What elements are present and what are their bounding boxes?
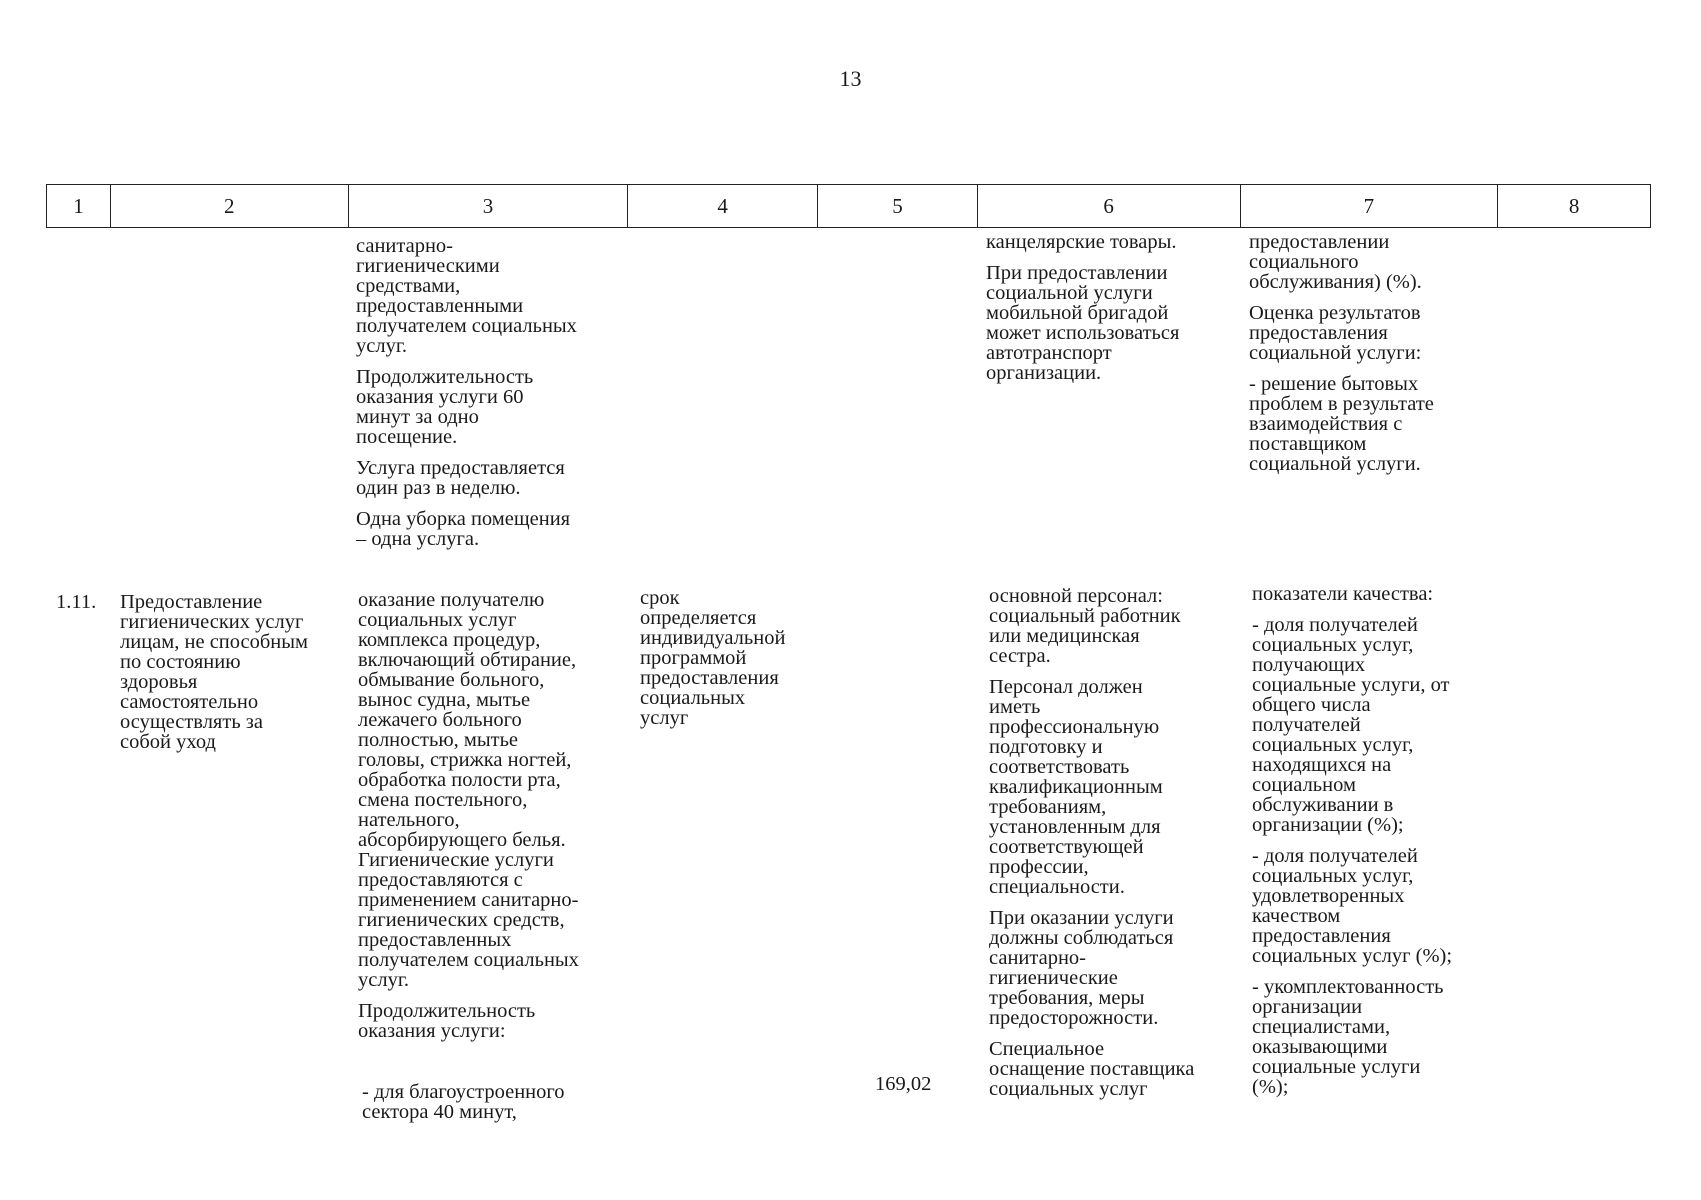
continuation-col7 xyxy=(1249,232,1499,474)
paragraph: предоставлении социального обслуживания) (%). xyxy=(1249,231,1422,293)
paragraph: показатели качества: xyxy=(1252,583,1434,605)
header-cell-4: 4 xyxy=(628,185,818,227)
paragraph: - доля получателей социальных услуг, получающих социальные услуги, от общего числа получателей социальных услуг, находящихся на социальном обслуживании в организации (%); xyxy=(1252,614,1450,836)
paragraph: канцелярские товары. xyxy=(986,231,1177,253)
paragraph: Продолжительность оказания услуги 60 минут за одно посещение. xyxy=(356,366,534,448)
paragraph: основной персонал: социальный работник или медицинская сестра. xyxy=(989,585,1181,667)
paragraph: - укомплектованность организации специалистами, оказывающими социальные услуги (%); xyxy=(1252,976,1444,1098)
paragraph: Персонал должен иметь профессиональную подготовку и соответствовать квалификационным требованиям, установленным для соответствующей профессии, специальности. xyxy=(989,676,1163,898)
paragraph: Оценка результатов предоставления социальной услуги: xyxy=(1249,302,1422,364)
personnel-conditions xyxy=(989,586,1243,1099)
page-number: 13 xyxy=(839,66,862,91)
paragraph: - решение бытовых проблем в результате взаимодействия с поставщиком социальной услуги. xyxy=(1249,373,1434,475)
header-cell-5: 5 xyxy=(818,185,978,227)
paragraph: - доля получателей социальных услуг, удовлетворенных качеством предоставления социальных услуг (%); xyxy=(1252,845,1453,967)
paragraph: Специальное оснащение поставщика социальных услуг xyxy=(989,1038,1195,1100)
paragraph: санитарно- гигиеническими средствами, предоставленными получателем социальных услуг. xyxy=(356,235,577,357)
paragraph: При оказании услуги должны соблюдаться санитарно- гигиенические требования, меры предосторожности. xyxy=(989,907,1174,1029)
service-term: срок определяется индивидуальной программой предоставления социальных услуг xyxy=(640,587,786,729)
paragraph: При предоставлении социальной услуги мобильной бригадой может использоваться автотранспорт организации. xyxy=(986,262,1180,384)
continuation-col6 xyxy=(986,232,1236,383)
header-cell-8: 8 xyxy=(1568,193,1580,218)
quality-indicators xyxy=(1252,584,1512,1097)
paragraph: Услуга предоставляется один раз в неделю. xyxy=(356,457,565,499)
paragraph: Продолжительность оказания услуги: xyxy=(358,1000,536,1042)
continuation-col3 xyxy=(356,236,626,549)
header-cell-3: 3 xyxy=(349,185,629,227)
row-number: 1.11. xyxy=(56,591,97,613)
header-cell-2: 2 xyxy=(111,185,349,227)
header-cell-6: 6 xyxy=(978,185,1241,227)
service-description xyxy=(358,590,634,1041)
header-cell-1: 1 xyxy=(47,185,111,227)
service-name: Предоставление гигиенических услуг лицам, не способным по состоянию здоровья самостоятельно осуществлять за собой уход xyxy=(120,591,309,753)
tariff-value: 169,02 xyxy=(875,1073,932,1095)
duration-item: - для благоустроенного сектора 40 минут, xyxy=(362,1081,565,1123)
table-header-row xyxy=(46,184,1651,228)
paragraph: оказание получателю социальных услуг комплекса процедур, включающий обтирание, обмывание больного, вынос судна, мытье лежачего больного полностью, мытье головы, стрижка ногтей, обработка полости рта, смена постельного, нательного, абсорбирующего белья. Гигиенические услуги предоставляются с применением санитарно- гигиенических средств, предоставленных получателем социальных услуг. xyxy=(358,589,579,991)
paragraph: Одна уборка помещения – одна услуга. xyxy=(356,508,571,550)
header-cell-7: 7 xyxy=(1241,185,1499,227)
